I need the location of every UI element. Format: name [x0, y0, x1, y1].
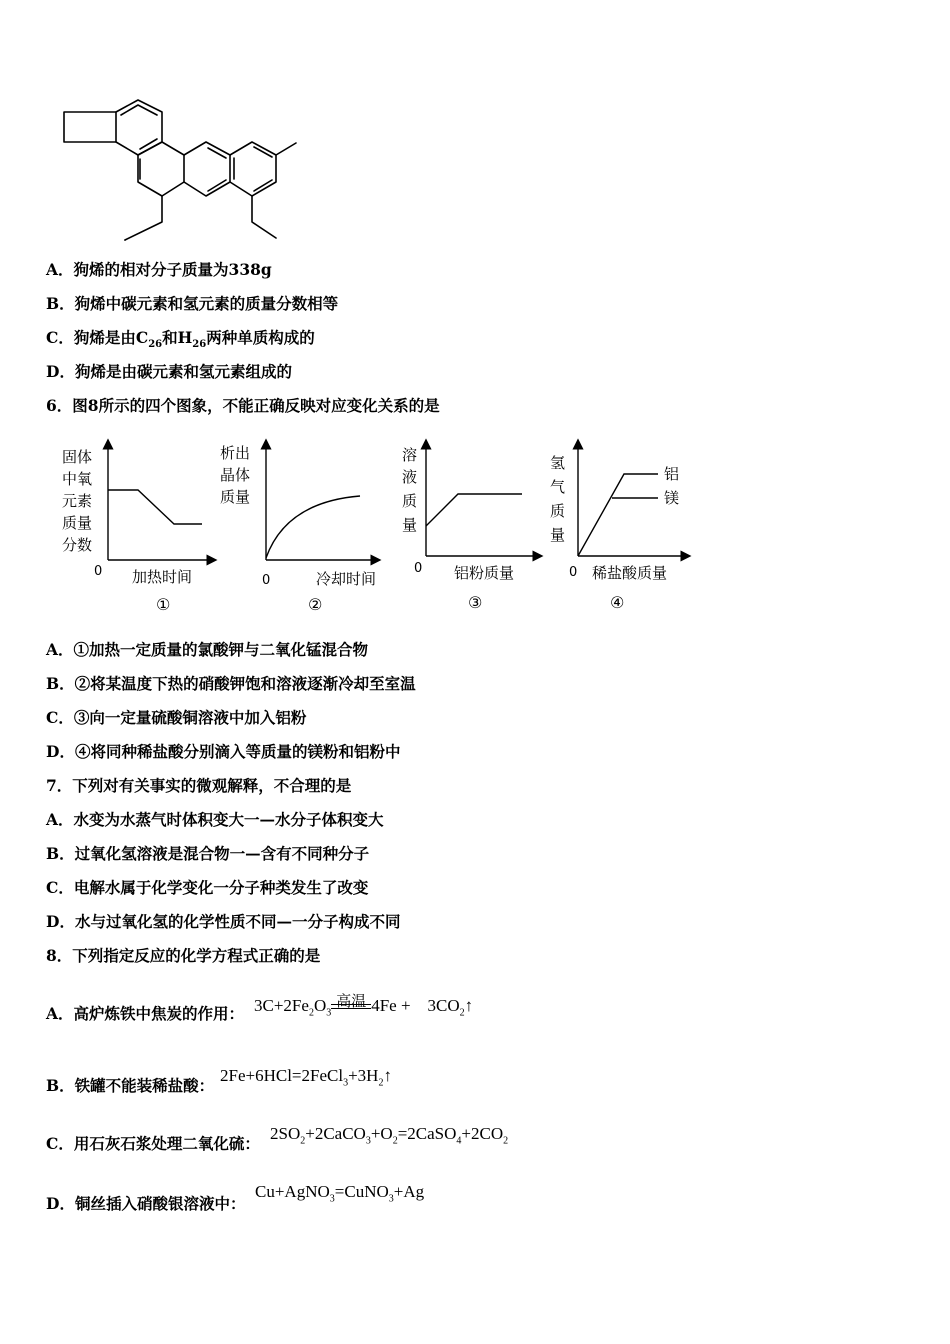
y-label-line: 质 [402, 492, 418, 510]
origin-label: 0 [262, 573, 271, 588]
q7-option-c [46, 878, 368, 898]
option-letter: B． [46, 674, 75, 693]
option-text: ④将同种稀盐酸分别滴入等质量的镁粉和铝粉中 [74, 742, 401, 761]
y-label-line: 分数 [62, 536, 93, 554]
option-text: ②将某温度下热的硝酸钾饱和溶液逐渐冷却至室温 [74, 674, 416, 693]
graph-number: ③ [468, 593, 483, 612]
graph-1-curve [108, 490, 202, 524]
option-text: 两种单质构成的 [206, 328, 315, 347]
graph-3-curve [426, 494, 522, 526]
q7-option-b [46, 844, 369, 864]
graph-1 [62, 444, 212, 614]
option-text: 狗烯是由碳元素和氢元素组成的 [74, 362, 292, 381]
q8-option-d [46, 1194, 245, 1214]
y-label-line: 析出 [220, 444, 251, 462]
reaction-condition [331, 992, 371, 1011]
q8-option-c [46, 1134, 260, 1154]
option-text: ①加热一定质量的氯酸钾与二氧化锰混合物 [73, 640, 369, 659]
option-letter: B． [46, 1076, 75, 1095]
q5-option-a [46, 260, 272, 280]
y-label-line: 晶体 [220, 466, 251, 484]
option-letter: C． [46, 878, 74, 897]
y-label-line: 质 [550, 502, 566, 520]
option-letter: C． [46, 708, 74, 727]
equation-reactants: $3C+2Fe_2O_3$ [254, 996, 332, 1019]
y-label-line: 液 [402, 468, 418, 486]
y-label-line: 元素 [62, 492, 93, 510]
option-letter: D． [46, 742, 75, 761]
q7-option-d [46, 912, 400, 932]
y-label-line: 固体 [62, 448, 93, 466]
condition-text: 高温 [336, 992, 367, 1010]
graph-2-curve [266, 496, 360, 558]
y-label-line: 氢 [550, 454, 566, 472]
q8-equation-d: Cu+AgNO$_3$=CuNO$_3$+Ag [255, 1182, 425, 1205]
origin-label: 0 [414, 561, 423, 576]
graph-number: ① [156, 595, 171, 614]
q5-option-c [46, 328, 315, 355]
q8-equation-a [254, 992, 474, 1019]
option-text: 水与过氧化氢的化学性质不同—一分子构成不同 [74, 912, 401, 931]
q8-option-b [46, 1076, 214, 1096]
q7-stem: 7．下列对有关事实的微观解释，不合理的是 [46, 776, 352, 795]
q7-option-a [46, 810, 384, 830]
option-letter: A． [46, 810, 74, 829]
option-letter: A． [46, 260, 74, 279]
option-text: 和H [162, 328, 193, 347]
subscript: 26 [192, 339, 207, 351]
x-label: 加热时间 [132, 568, 193, 586]
x-label: 冷却时间 [316, 570, 377, 588]
option-label: 高炉炼铁中焦炭的作用： [73, 1004, 245, 1023]
option-label: 用石灰石浆处理二氧化硫： [73, 1134, 260, 1153]
option-text: 狗烯中碳元素和氢元素的质量分数相等 [74, 294, 339, 313]
x-label: 稀盐酸质量 [592, 564, 668, 582]
q5-option-b [46, 294, 338, 314]
option-text: 电解水属于化学变化一分子种类发生了改变 [73, 878, 369, 897]
y-label-line: 量 [402, 516, 418, 534]
option-letter: B． [46, 844, 75, 863]
origin-label: 0 [569, 565, 578, 580]
q6-option-b [46, 674, 416, 694]
option-letter: B． [46, 294, 75, 313]
origin-label: 0 [94, 564, 103, 579]
subscript: 26 [148, 339, 163, 351]
equals-sign-double [331, 1004, 371, 1009]
graph-2 [220, 444, 376, 614]
q8-equation-c: $2SO_2+2CaCO_3+O_2=2CaSO_4+2CO_2$ [270, 1124, 509, 1147]
option-text: 水变为水蒸气时体积变大一—水分子体积变大 [73, 810, 384, 829]
q8-stem: 8．下列指定反应的化学方程式正确的是 [46, 946, 321, 965]
option-letter: A． [46, 640, 74, 659]
y-label-line: 质量 [62, 514, 93, 532]
y-label-line: 中氧 [62, 470, 93, 488]
option-label: 铁罐不能装稀盐酸： [74, 1076, 215, 1095]
series-label: 铝 [664, 465, 680, 483]
option-letter: D． [46, 362, 75, 381]
y-label-line: 质量 [220, 488, 251, 506]
q6-option-c [46, 708, 306, 728]
option-letter: C． [46, 1134, 74, 1153]
option-letter: D． [46, 912, 75, 931]
y-label-line: 量 [550, 526, 566, 544]
option-text: 狗烯是由C [73, 328, 149, 347]
option-letter: A． [46, 1004, 74, 1023]
option-text: 过氧化氢溶液是混合物一—含有不同种分子 [74, 844, 370, 863]
series-label: 镁 [664, 489, 680, 507]
y-label-line: 溶 [402, 446, 418, 464]
q6-stem: 6．图8所示的四个图象，不能正确反映对应变化关系的是 [46, 396, 440, 415]
option-text: 狗烯的相对分子质量为338g [73, 260, 272, 279]
q6-option-d [46, 742, 400, 762]
equation-products: 4Fe + $3CO_2↑$ [371, 996, 474, 1019]
q8-equation-b: $2Fe+6HCl=2FeCl_3+3H_2↑$ [220, 1066, 392, 1089]
graph-4-curve-aluminum [578, 474, 658, 556]
graph-3 [402, 444, 538, 612]
q5-option-d [46, 362, 292, 382]
graph-number: ② [308, 595, 323, 614]
option-letter: C． [46, 328, 74, 347]
option-label: 铜丝插入硝酸银溶液中： [74, 1194, 246, 1213]
q8-option-a [46, 1004, 244, 1024]
q6-option-a [46, 640, 368, 660]
q6-graphs [50, 432, 750, 622]
option-text: ③向一定量硫酸铜溶液中加入铝粉 [73, 708, 307, 727]
graph-number: ④ [610, 593, 625, 612]
option-letter: D． [46, 1194, 75, 1213]
graph-4 [550, 444, 686, 612]
x-label: 铝粉质量 [454, 564, 515, 582]
y-label-line: 气 [550, 478, 566, 496]
molecule-structure [50, 90, 370, 250]
